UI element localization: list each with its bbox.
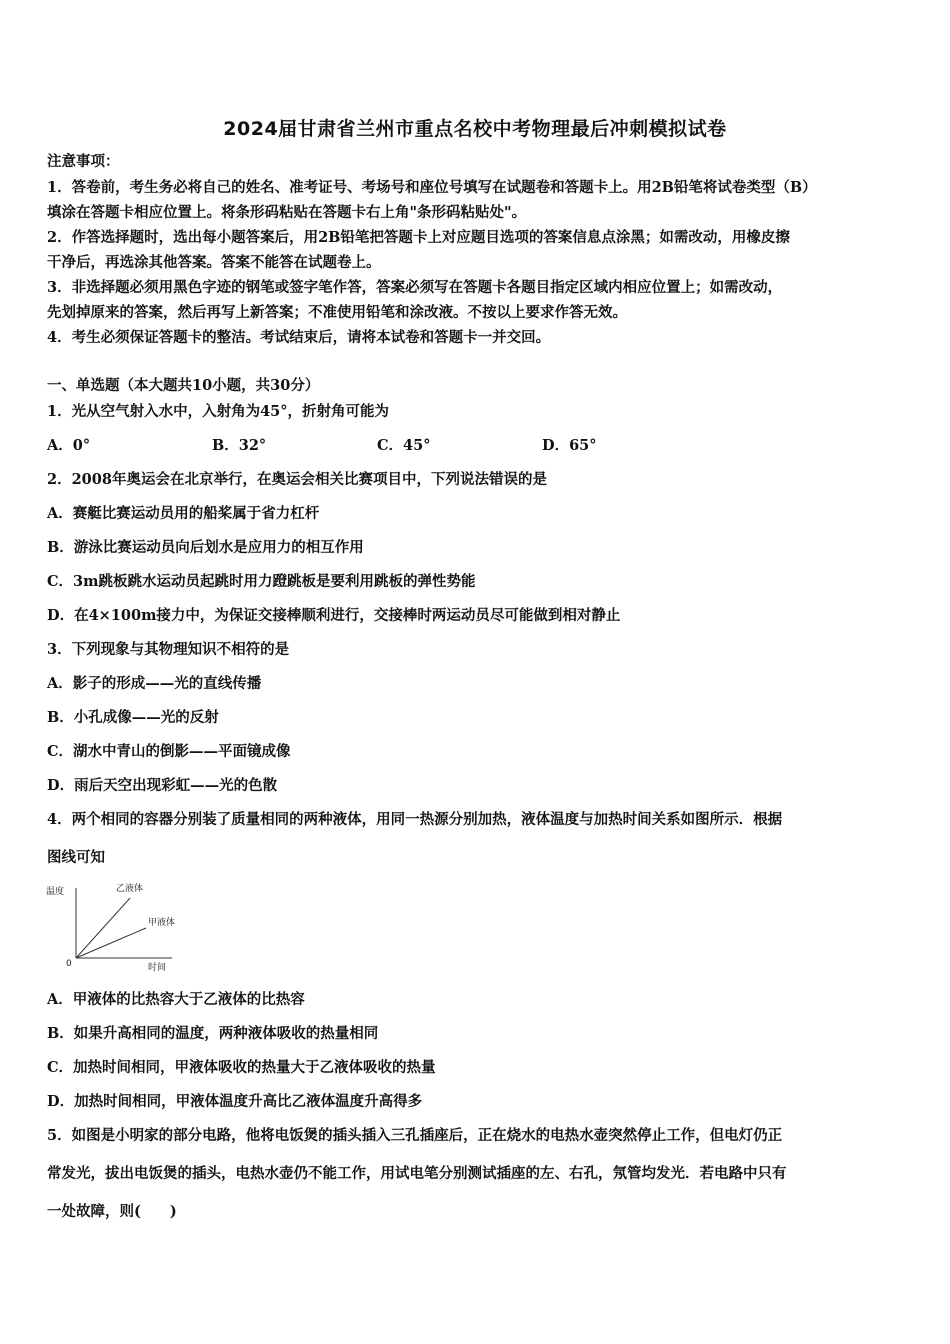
graph-x-label: 时间 <box>148 963 167 973</box>
q4-option-b[interactable]: B．如果升高相同的温度，两种液体吸收的热量相同 <box>47 1025 379 1042</box>
q2-option-a[interactable]: A．赛艇比赛运动员用的船桨属于省力杠杆 <box>47 505 320 522</box>
question-4-stem-continued: 图线可知 <box>47 849 105 866</box>
question-2-stem: 2．2008年奥运会在北京举行，在奥运会相关比赛项目中，下列说法错误的是 <box>47 471 547 488</box>
q4-option-c[interactable]: C．加热时间相同，甲液体吸收的热量大于乙液体吸收的热量 <box>47 1059 436 1076</box>
question-4-stem: 4．两个相同的容器分别装了质量相同的两种液体，用同一热源分别加热，液体温度与加热时间关系如图所示．根据 <box>47 811 783 828</box>
question-1-stem: 1．光从空气射入水中，入射角为45°，折射角可能为 <box>47 403 390 420</box>
q1-option-c[interactable]: C．45° <box>377 437 431 454</box>
notice-line: 1．答卷前，考生务必将自己的姓名、准考证号、考场号和座位号填写在试题卷和答题卡上。用2B铅笔将试卷类型（B） <box>47 179 817 196</box>
question-5-stem-continued: 常发光，拔出电饭煲的插头，电热水壶仍不能工作，用试电笔分别测试插座的左、右孔，氖管均发光．若电路中只有 <box>47 1165 787 1182</box>
graph-line-yi <box>76 898 130 958</box>
graph-y-label: 温度 <box>46 887 65 897</box>
q2-option-d[interactable]: D．在4×100m接力中，为保证交接棒顺利进行，交接棒时两运动员尽可能做到相对静止 <box>47 607 621 624</box>
q3-option-a[interactable]: A．影子的形成——光的直线传播 <box>47 675 262 692</box>
notice-line: 填涂在答题卡相应位置上。将条形码粘贴在答题卡右上角"条形码粘贴处"。 <box>47 204 527 221</box>
temperature-time-graph <box>44 878 184 978</box>
q4-option-a[interactable]: A．甲液体的比热容大于乙液体的比热容 <box>47 991 305 1008</box>
q3-option-d[interactable]: D．雨后天空出现彩虹——光的色散 <box>47 777 278 794</box>
notice-line: 先划掉原来的答案，然后再写上新答案；不准使用铅笔和涂改液。不按以上要求作答无效。 <box>47 304 627 321</box>
q2-option-b[interactable]: B．游泳比赛运动员向后划水是应用力的相互作用 <box>47 539 364 556</box>
section-heading: 一、单选题（本大题共10小题，共30分） <box>47 377 320 394</box>
page-title: 2024届甘肃省兰州市重点名校中考物理最后冲刺模拟试卷 <box>223 118 727 140</box>
question-5-stem: 5．如图是小明家的部分电路，他将电饭煲的插头插入三孔插座后，正在烧水的电热水壶突然停止工作，但电灯仍正 <box>47 1127 783 1144</box>
question-3-stem: 3．下列现象与其物理知识不相符的是 <box>47 641 290 658</box>
notice-line: 3．非选择题必须用黑色字迹的钢笔或签字笔作答，答案必须写在答题卡各题目指定区域内相应位置上；如需改动， <box>47 279 783 296</box>
notice-line: 4．考生必须保证答题卡的整洁。考试结束后，请将本试卷和答题卡一并交回。 <box>47 329 551 346</box>
q1-option-a[interactable]: A．0° <box>47 437 91 454</box>
graph-line-jia <box>76 928 146 958</box>
question-5-stem-end: 一处故障，则( ) <box>47 1203 177 1220</box>
q1-option-d[interactable]: D．65° <box>542 437 597 454</box>
notice-line: 干净后，再选涂其他答案。答案不能答在试题卷上。 <box>47 254 381 271</box>
q1-option-b[interactable]: B．32° <box>212 437 267 454</box>
graph-line-yi-label: 乙液体 <box>116 884 144 894</box>
notice-heading: 注意事项： <box>47 153 120 170</box>
q2-option-c[interactable]: C．3m跳板跳水运动员起跳时用力蹬跳板是要利用跳板的弹性势能 <box>47 573 476 590</box>
graph-line-jia-label: 甲液体 <box>148 918 176 928</box>
notice-line: 2．作答选择题时，选出每小题答案后，用2B铅笔把答题卡上对应题目选项的答案信息点涂黑；如需改动，用橡皮擦 <box>47 229 790 246</box>
q3-option-b[interactable]: B．小孔成像——光的反射 <box>47 709 219 726</box>
q3-option-c[interactable]: C．湖水中青山的倒影——平面镜成像 <box>47 743 291 760</box>
q4-option-d[interactable]: D．加热时间相同，甲液体温度升高比乙液体温度升高得多 <box>47 1093 423 1110</box>
graph-origin-label: 0 <box>66 959 72 969</box>
